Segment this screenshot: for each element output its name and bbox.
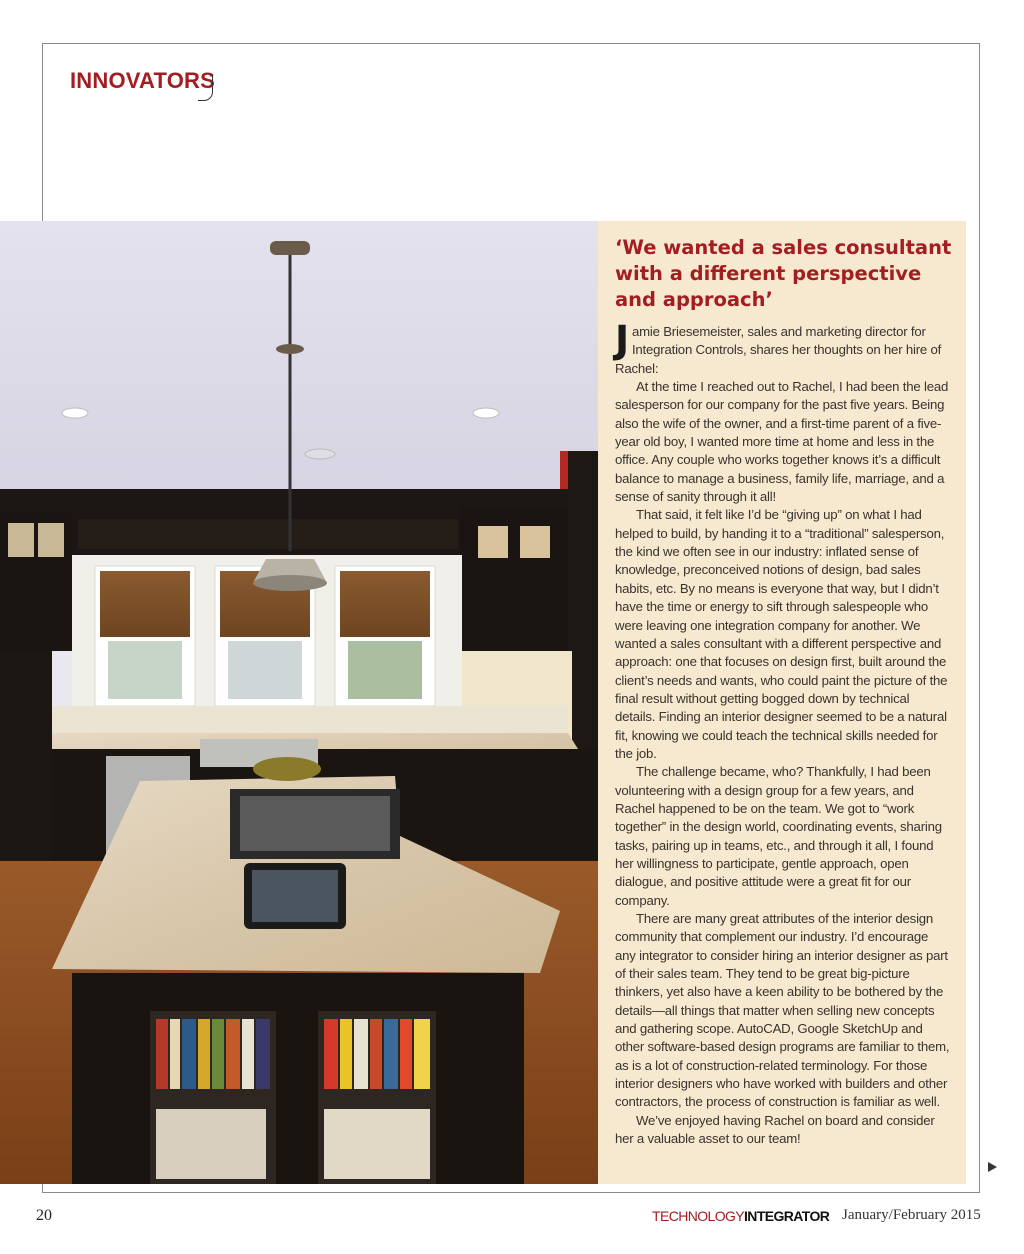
first-paragraph-text: amie Briesemeister, sales and marketing director for Integration Controls, shares her thoughts on her hire of Rachel: [615, 324, 942, 376]
logo-part-integrator: INTEGRATOR [744, 1208, 830, 1224]
continue-arrow-icon [988, 1162, 997, 1172]
article-paragraph: That said, it felt like I’d be “giving up” on what I had helped to build, by handing it to a “traditional” salesperson, the kind we often see in our industry: inflated sense of knowledge, preconceived notions of design, bad sales habits, etc. By no means is everyone that way, but I didn’t have the time or energy to sift through salespeople who were leaving one integration company for another. We wanted a sales consultant with a different perspective and approach: one that focuses on design first, built around the client’s needs and wants, who could paint the picture of the final result without getting bogged down by technical details. Finding an interior designer seemed to be a natural fit, knowing we could teach the technical skills needed for the job. [615, 507, 948, 761]
section-bracket-decoration [198, 74, 213, 101]
pull-quote: ‘We wanted a sales consultant with a different perspective and approach’ [615, 236, 952, 311]
drop-cap: J [615, 318, 629, 362]
article-paragraph: We’ve enjoyed having Rachel on board and consider her a valuable asset to our team! [615, 1112, 935, 1147]
page-number: 20 [36, 1207, 52, 1224]
magazine-logo [652, 1208, 829, 1224]
sidebar-article [598, 221, 966, 1184]
article-first-paragraph [615, 318, 952, 378]
article-body [615, 318, 952, 1148]
kitchen-photo [0, 221, 598, 1184]
logo-part-technology: TECHNOLOGY [652, 1208, 745, 1224]
article-paragraph: At the time I reached out to Rachel, I had been the lead salesperson for our company for the past five years. Being also the wife of the owner, and a first-time parent of a five-year old boy, I wanted more time at home and less in the office. Any couple who works together knows it’s a difficult balance to manage a business, family life, marriage, and a sense of sanity through it all! [615, 379, 949, 505]
article-paragraph: The challenge became, who? Thankfully, I had been volunteering with a design group for a few years, and Rachel happened to be on the team. We got to “work together” in the design world, coordinating events, sharing tasks, pairing up in teams, etc., and through it all, I found her willingness to participate, gentle approach, open dialogue, and positive attitude were a great fit for our company. [615, 764, 942, 908]
article-paragraph: There are many great attributes of the interior design community that complement our industry. I’d encourage any integrator to consider hiring an interior designer as part of their sales team. They tend to be great big-picture thinkers, yet also have a keen ability to be bothered by the details—all things that matter when selling new concepts and gathering scope. AutoCAD, Google SketchUp and other software-based design programs are familiar to them, as is a lot of construction-related terminology. For those interior designers who have worked with builders and other contractors, the process of construction is familiar as well. [615, 911, 950, 1110]
issue-date: January/February 2015 [842, 1207, 981, 1223]
section-label: INNOVATORS [70, 68, 216, 93]
